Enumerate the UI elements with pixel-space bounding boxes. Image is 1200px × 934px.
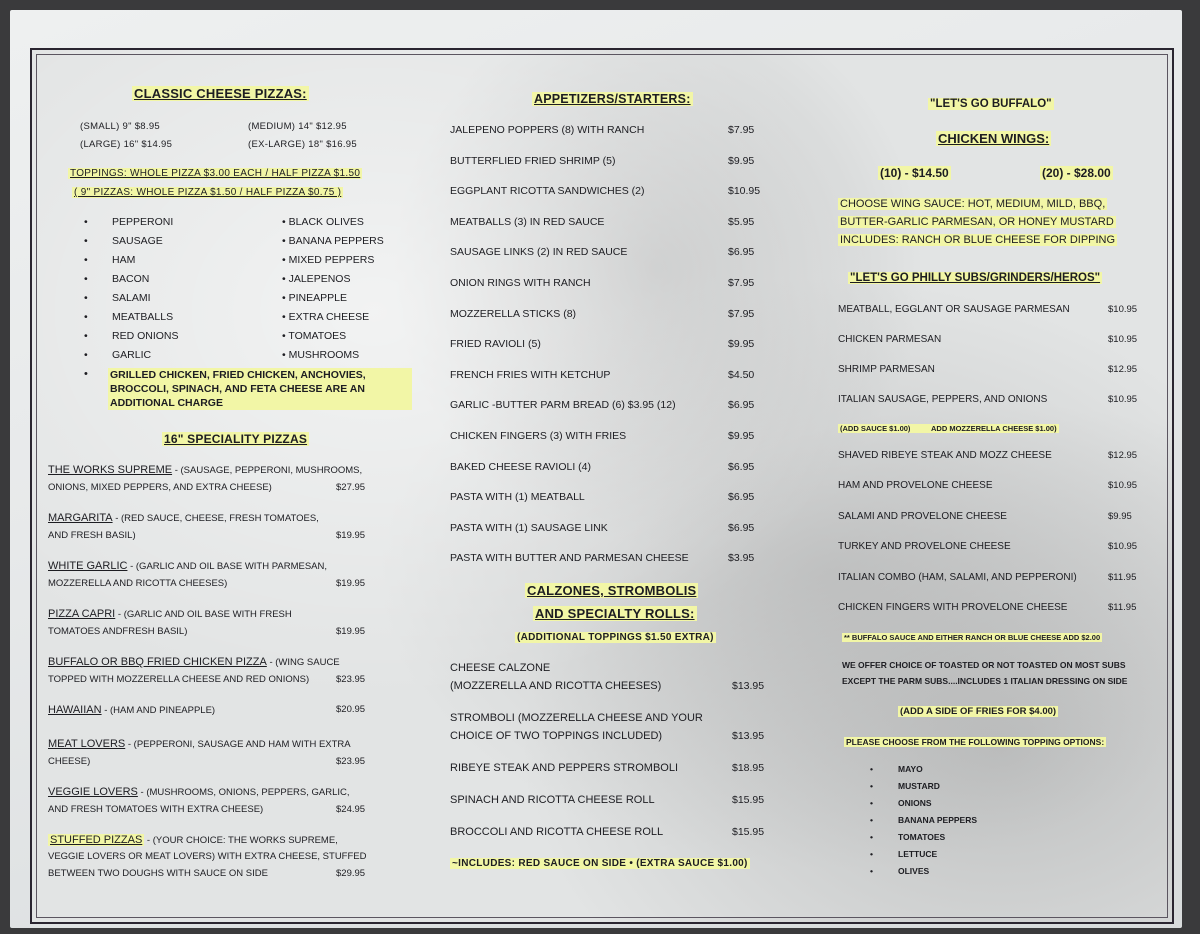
appetizer-name: EGGPLANT RICOTTA SANDWICHES (2) — [450, 185, 645, 198]
topping-option-label: MUSTARD — [898, 781, 940, 791]
buffalo-sauce-note: ** BUFFALO SAUCE AND EITHER RANCH OR BLUE CHEESE ADD $2.00 — [844, 633, 1101, 642]
specialty-item-price: $24.95 — [336, 804, 366, 815]
specialty-item-desc: - (RED SAUCE, CHEESE, FRESH TOMATOES, — [112, 513, 319, 524]
appetizer-name: ONION RINGS WITH RANCH — [450, 277, 591, 289]
subs-title: "LET'S GO PHILLY SUBS/GRINDERS/HEROS" — [850, 272, 1101, 284]
sub-name: CHICKEN PARMESAN — [838, 334, 942, 345]
calzone-name: BROCCOLI AND RICOTTA CHEESE ROLL — [450, 826, 664, 838]
topping-option-label: MAYO — [898, 764, 923, 774]
sub-price: $12.95 — [1108, 364, 1138, 375]
specialty-item — [48, 786, 350, 798]
topping-label: PEPPERONI — [112, 216, 174, 228]
appetizer-price: $9.95 — [728, 154, 755, 167]
topping-label: BACON — [112, 273, 150, 285]
specialty-item-desc-2: ONIONS, MIXED PEPPERS, AND EXTRA CHEESE) — [48, 482, 272, 493]
sub-price: $11.95 — [1108, 602, 1137, 613]
bullet-icon: • — [870, 798, 873, 808]
topping-label: HAM — [112, 254, 136, 266]
topping-label: MEATBALLS — [112, 311, 174, 323]
calzone-name: CHEESE CALZONE — [450, 662, 551, 674]
stuffed-pizza-name: STUFFED PIZZAS — [50, 834, 143, 846]
topping-label: SALAMI — [112, 292, 151, 304]
sub-name: ITALIAN SAUSAGE, PEPPERS, AND ONIONS — [838, 394, 1048, 405]
calzone-price: $13.95 — [732, 680, 765, 692]
appetizer-name: FRIED RAVIOLI (5) — [450, 338, 541, 351]
appetizer-price: $6.95 — [728, 521, 755, 534]
wings-twenty-price: (20) - $28.00 — [1042, 166, 1111, 180]
calzone-price: $15.95 — [732, 794, 765, 806]
bullet-icon: • — [84, 216, 88, 228]
topping-item: • EXTRA CHEESE — [282, 311, 370, 323]
size-xlarge: (EX-LARGE) 18" $16.95 — [248, 139, 357, 150]
appetizer-price: $3.95 — [728, 552, 755, 565]
topping-option-label: ONIONS — [898, 798, 932, 808]
specialty-item-desc: - (HAM AND PINEAPPLE) — [101, 705, 216, 716]
specialty-item — [48, 464, 362, 476]
sub-name: SHAVED RIBEYE STEAK AND MOZZ CHEESE — [838, 450, 1052, 461]
size-small: (SMALL) 9" $8.95 — [80, 121, 160, 132]
bullet-icon: • — [84, 292, 88, 304]
topping-option-label: LETTUCE — [898, 849, 938, 859]
sub-price: $10.95 — [1108, 394, 1138, 405]
calzone-price: $15.95 — [732, 826, 765, 838]
topping-option-label: TOMATOES — [898, 832, 946, 842]
calzone-price: $18.95 — [732, 762, 765, 774]
sub-name: SHRIMP PARMESAN — [838, 364, 935, 375]
topping-option-label: OLIVES — [898, 866, 930, 876]
size-large: (LARGE) 16" $14.95 — [80, 139, 173, 150]
bullet-icon: • — [84, 330, 88, 342]
sub-price: $10.95 — [1108, 334, 1138, 345]
stuffed-pizza-desc-2: VEGGIE LOVERS OR MEAT LOVERS) WITH EXTRA CHEESE, STUFFED — [48, 851, 367, 862]
classic-pizzas-title: CLASSIC CHEESE PIZZAS: — [134, 86, 307, 101]
appetizer-price: $5.95 — [728, 215, 755, 228]
appetizer-price: $6.95 — [728, 246, 755, 259]
bullet-icon: • — [870, 849, 873, 859]
toasted-note-line1: WE OFFER CHOICE OF TOASTED OR NOT TOASTED ON MOST SUBS — [842, 660, 1126, 670]
appetizer-name: FRENCH FRIES WITH KETCHUP — [450, 368, 611, 381]
appetizers-title: APPETIZERS/STARTERS: — [534, 92, 691, 106]
toppings-price-line: TOPPINGS: WHOLE PIZZA $3.00 EACH / HALF PIZZA $1.50 — [70, 168, 361, 179]
specialty-item-name: HAWAIIAN — [48, 704, 102, 716]
sub-price: $11.95 — [1108, 571, 1137, 583]
sub-price: $9.95 — [1108, 510, 1132, 522]
sub-name: TURKEY AND PROVELONE CHEESE — [838, 541, 1011, 553]
calzones-title-line2: AND SPECIALTY ROLLS: — [535, 606, 695, 621]
size-medium: (MEDIUM) 14" $12.95 — [248, 121, 347, 132]
specialty-item-desc: - (SAUSAGE, PEPPERONI, MUSHROOMS, — [172, 465, 363, 476]
specialty-item-name: MEAT LOVERS — [48, 738, 126, 750]
appetizer-price: $7.95 — [728, 277, 755, 289]
topping-item: • JALEPENOS — [282, 273, 351, 285]
appetizer-price: $10.95 — [728, 185, 761, 198]
sub-name: MEATBALL, EGGLANT OR SAUSAGE PARMESAN — [838, 304, 1070, 315]
specialty-item-desc: - (WING SAUCE — [266, 657, 340, 668]
sub-price: $10.95 — [1108, 541, 1138, 553]
appetizer-price: $6.95 — [728, 399, 755, 412]
wings-title-line2: CHICKEN WINGS: — [938, 131, 1050, 146]
sub-name: CHICKEN FINGERS WITH PROVELONE CHEESE — [838, 602, 1068, 613]
appetizer-price: $7.95 — [728, 307, 755, 320]
calzone-name: SPINACH AND RICOTTA CHEESE ROLL — [450, 794, 655, 806]
specialty-item-name: BUFFALO OR BBQ FRIED CHICKEN PIZZA — [48, 656, 267, 668]
topping-item: • PINEAPPLE — [282, 292, 347, 304]
specialty-item-name: THE WORKS SUPREME — [48, 464, 173, 476]
specialty-item-name: VEGGIE LOVERS — [48, 786, 138, 798]
bullet-icon: • — [870, 832, 873, 842]
bullet-icon: • — [84, 349, 88, 361]
bullet-icon: • — [870, 764, 873, 774]
bullet-icon: • — [84, 235, 88, 247]
specialty-item-desc: - (MUSHROOMS, ONIONS, PEPPERS, GARLIC, — [137, 787, 350, 798]
wings-sauce-line1: CHOOSE WING SAUCE: HOT, MEDIUM, MILD, BBQ, — [840, 198, 1106, 210]
appetizer-price: $4.50 — [728, 368, 755, 381]
nine-inch-toppings-line: ( 9" PIZZAS: WHOLE PIZZA $1.50 / HALF PIZZA $0.75 ) — [74, 187, 342, 198]
specialty-item-desc: - (GARLIC AND OIL BASE WITH FRESH — [115, 609, 292, 620]
topping-option-label: BANANA PEPPERS — [898, 815, 978, 825]
specialty-item-price: $27.95 — [336, 482, 366, 493]
bullet-icon: • — [870, 781, 873, 791]
menu-frame — [30, 48, 1174, 924]
specialty-item-desc-2: MOZZERELLA AND RICOTTA CHEESES) — [48, 578, 228, 589]
calzones-footer: ~INCLUDES: RED SAUCE ON SIDE • (EXTRA SAUCE $1.00) — [452, 858, 748, 869]
specialty-item — [48, 704, 215, 716]
appetizer-name: JALEPENO POPPERS (8) WITH RANCH — [450, 124, 645, 136]
specialty-item-desc: - (GARLIC AND OIL BASE WITH PARMESAN, — [127, 561, 327, 572]
appetizer-name: PASTA WITH BUTTER AND PARMESAN CHEESE — [450, 552, 689, 565]
wings-ten-price: (10) - $14.50 — [880, 166, 949, 180]
appetizer-name: PASTA WITH (1) SAUSAGE LINK — [450, 521, 608, 534]
calzone-name: RIBEYE STEAK AND PEPPERS STROMBOLI — [450, 762, 679, 774]
appetizer-name: BAKED CHEESE RAVIOLI (4) — [450, 460, 592, 473]
stuffed-pizza-price: $29.95 — [336, 868, 366, 879]
topping-item: • MUSHROOMS — [282, 349, 360, 361]
wings-sauce-line2: BUTTER-GARLIC PARMESAN, OR HONEY MUSTARD — [840, 216, 1114, 228]
toasted-note-line2: EXCEPT THE PARM SUBS....INCLUDES 1 ITALIAN DRESSING ON SIDE — [842, 676, 1128, 686]
specialty-pizzas-title: 16" SPECIALITY PIZZAS — [164, 432, 308, 446]
appetizer-name: MEATBALLS (3) IN RED SAUCE — [450, 215, 605, 228]
sub-name: HAM AND PROVELONE CHEESE — [838, 480, 993, 492]
topping-item: • TOMATOES — [282, 330, 347, 342]
appetizer-price: $7.95 — [728, 124, 755, 136]
extra-charge-note: GRILLED CHICKEN, FRIED CHICKEN, ANCHOVIES, BROCCOLI, SPINACH, AND FETA CHEESE ARE AN ADDITIONAL CHARGE — [108, 368, 412, 410]
calzone-desc: CHOICE OF TWO TOPPINGS INCLUDED) — [450, 730, 663, 742]
bullet-icon: • — [870, 866, 873, 876]
specialty-item — [48, 656, 340, 668]
specialty-item-price: $23.95 — [336, 756, 366, 767]
specialty-item-price: $23.95 — [336, 674, 366, 685]
specialty-item-desc-2: TOPPED WITH MOZZERELLA CHEESE AND RED ONIONS) — [48, 674, 310, 685]
sub-price: $10.95 — [1108, 480, 1138, 492]
specialty-item-name: WHITE GARLIC — [48, 560, 128, 572]
appetizer-price: $6.95 — [728, 491, 755, 504]
specialty-item-desc-2: TOMATOES ANDFRESH BASIL) — [48, 626, 188, 637]
stuffed-pizza-desc: - (YOUR CHOICE: THE WORKS SUPREME, — [144, 835, 338, 846]
extra-charge-bullet: • — [84, 368, 88, 380]
specialty-item-price: $20.95 — [336, 704, 366, 715]
calzone-price: $13.95 — [732, 730, 765, 742]
stuffed-pizza-item — [48, 834, 338, 846]
specialty-item — [48, 738, 351, 750]
bullet-icon: • — [84, 254, 88, 266]
specialty-item-price: $19.95 — [336, 626, 366, 637]
sub-name: ITALIAN COMBO (HAM, SALAMI, AND PEPPERONI) — [838, 571, 1077, 583]
topping-label: SAUSAGE — [112, 235, 163, 247]
appetizer-price: $9.95 — [728, 430, 755, 442]
topping-item: • BANANA PEPPERS — [282, 235, 384, 247]
bullet-icon: • — [84, 273, 88, 285]
stuffed-pizza-desc-3: BETWEEN TWO DOUGHS WITH SAUCE ON SIDE — [48, 868, 268, 879]
bullet-icon: • — [870, 815, 873, 825]
sub-name: SALAMI AND PROVELONE CHEESE — [838, 510, 1007, 522]
topping-label: RED ONIONS — [112, 330, 179, 342]
appetizer-name: SAUSAGE LINKS (2) IN RED SAUCE — [450, 246, 628, 259]
topping-item: • BLACK OLIVES — [282, 216, 364, 228]
appetizer-name: BUTTERFLIED FRIED SHRIMP (5) — [450, 154, 616, 167]
specialty-item — [48, 512, 319, 524]
topping-item: • MIXED PEPPERS — [282, 254, 375, 266]
specialty-item-desc: - (PEPPERONI, SAUSAGE AND HAM WITH EXTRA — [125, 739, 351, 750]
sub-price: $12.95 — [1108, 450, 1138, 461]
calzone-desc: (MOZZERELLA AND RICOTTA CHEESES) — [450, 680, 662, 692]
appetizer-name: MOZZERELLA STICKS (8) — [450, 307, 577, 320]
calzone-name: STROMBOLI (MOZZERELLA CHEESE AND YOUR — [450, 712, 703, 724]
appetizer-name: CHICKEN FINGERS (3) WITH FRIES — [450, 430, 627, 442]
specialty-item-desc-2: AND FRESH BASIL) — [48, 530, 136, 541]
calzones-title-line1: CALZONES, STROMBOLIS — [527, 583, 697, 598]
appetizer-price: $9.95 — [728, 338, 755, 351]
specialty-item-desc-2: AND FRESH TOMATOES WITH EXTRA CHEESE) — [48, 804, 264, 815]
appetizer-price: $6.95 — [728, 460, 755, 473]
fries-addon: (ADD A SIDE OF FRIES FOR $4.00) — [900, 706, 1057, 717]
specialty-item-price: $19.95 — [336, 578, 366, 589]
wings-sauce-line3: INCLUDES: RANCH OR BLUE CHEESE FOR DIPPING — [840, 234, 1116, 246]
specialty-item-desc-2: CHEESE) — [48, 756, 91, 767]
wings-title-line1: "LET'S GO BUFFALO" — [930, 98, 1052, 110]
calzones-subtitle: (ADDITIONAL TOPPINGS $1.50 EXTRA) — [517, 632, 714, 643]
sub-price: $10.95 — [1108, 304, 1138, 315]
specialty-item-price: $19.95 — [336, 530, 366, 541]
topping-options-prompt: PLEASE CHOOSE FROM THE FOLLOWING TOPPING OPTIONS: — [846, 737, 1105, 747]
topping-label: GARLIC — [112, 349, 152, 361]
specialty-item — [48, 608, 292, 620]
bullet-icon: • — [84, 311, 88, 323]
specialty-item — [48, 560, 327, 572]
appetizer-name: PASTA WITH (1) MEATBALL — [450, 491, 585, 504]
appetizer-name: GARLIC -BUTTER PARM BREAD (6) $3.95 (12) — [450, 399, 676, 412]
subs-addons: (ADD SAUCE $1.00) ADD MOZZERELLA CHEESE $1.00) — [840, 424, 1057, 433]
specialty-item-name: MARGARITA — [48, 512, 113, 524]
specialty-item-name: PIZZA CAPRI — [48, 608, 116, 620]
